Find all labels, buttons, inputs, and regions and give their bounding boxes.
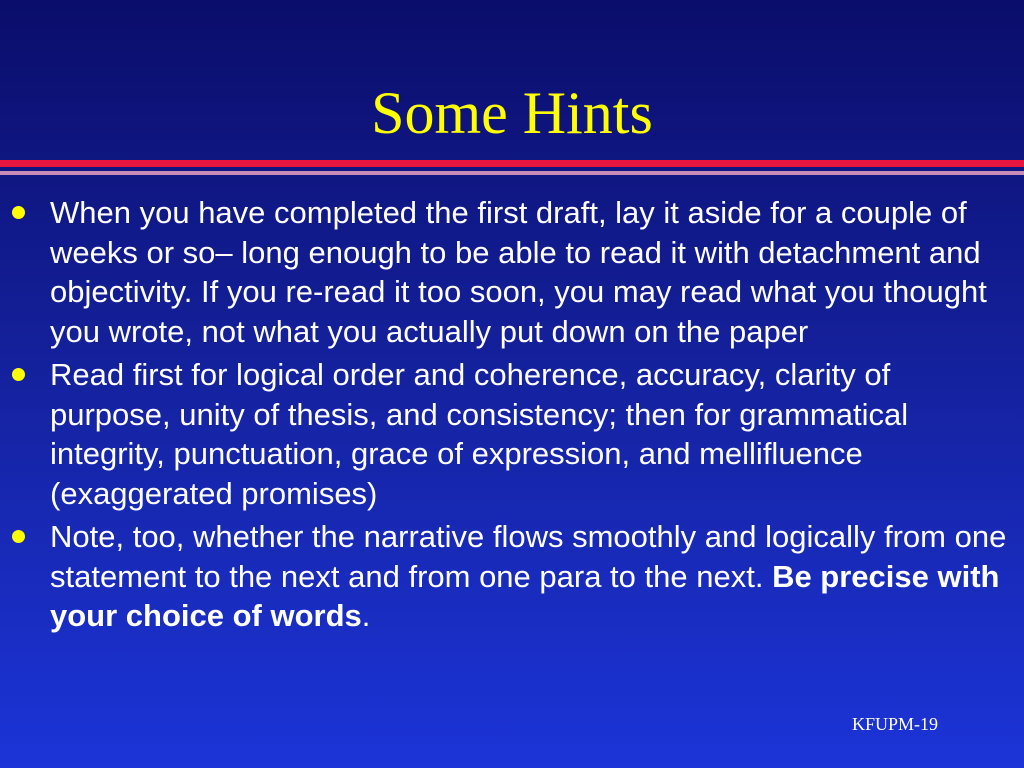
bullet-text: When you have completed the first draft, lay it aside for a couple of weeks or so– long enough to be able to read it with detachment and objectivity. If you re-read it too soon, you may read what you thought you wrote, not what you actually put down on the paper <box>50 195 987 349</box>
slide-footer: KFUPM-19 <box>851 714 938 734</box>
bullet-dot-icon <box>12 530 25 543</box>
bullet-dot-icon <box>12 206 25 219</box>
title-divider-pink <box>0 171 1024 175</box>
bullet-emphasis: Be precise with your choice of words <box>50 558 1000 633</box>
bullet-text-end: . <box>361 598 371 633</box>
title-divider-red <box>0 160 1024 167</box>
slide-title: Some Hints <box>371 80 653 146</box>
bullet-dot-icon <box>12 368 25 381</box>
bullet-list <box>0 193 1024 640</box>
bullet-text: Read first for logical order and coherence, accuracy, clarity of purpose, unity of thesis, and consistency; then for grammatical integrity, punctuation, grace of expression, and mellifluence (exaggerated promises) <box>50 357 909 511</box>
bullet-item <box>0 517 1024 636</box>
bullet-item <box>0 355 1024 513</box>
bullet-item <box>0 193 1024 351</box>
bullet-text: Note, too, whether the narrative flows smoothly and logically from one statement to the next and from one para to the next. <box>50 519 1007 594</box>
